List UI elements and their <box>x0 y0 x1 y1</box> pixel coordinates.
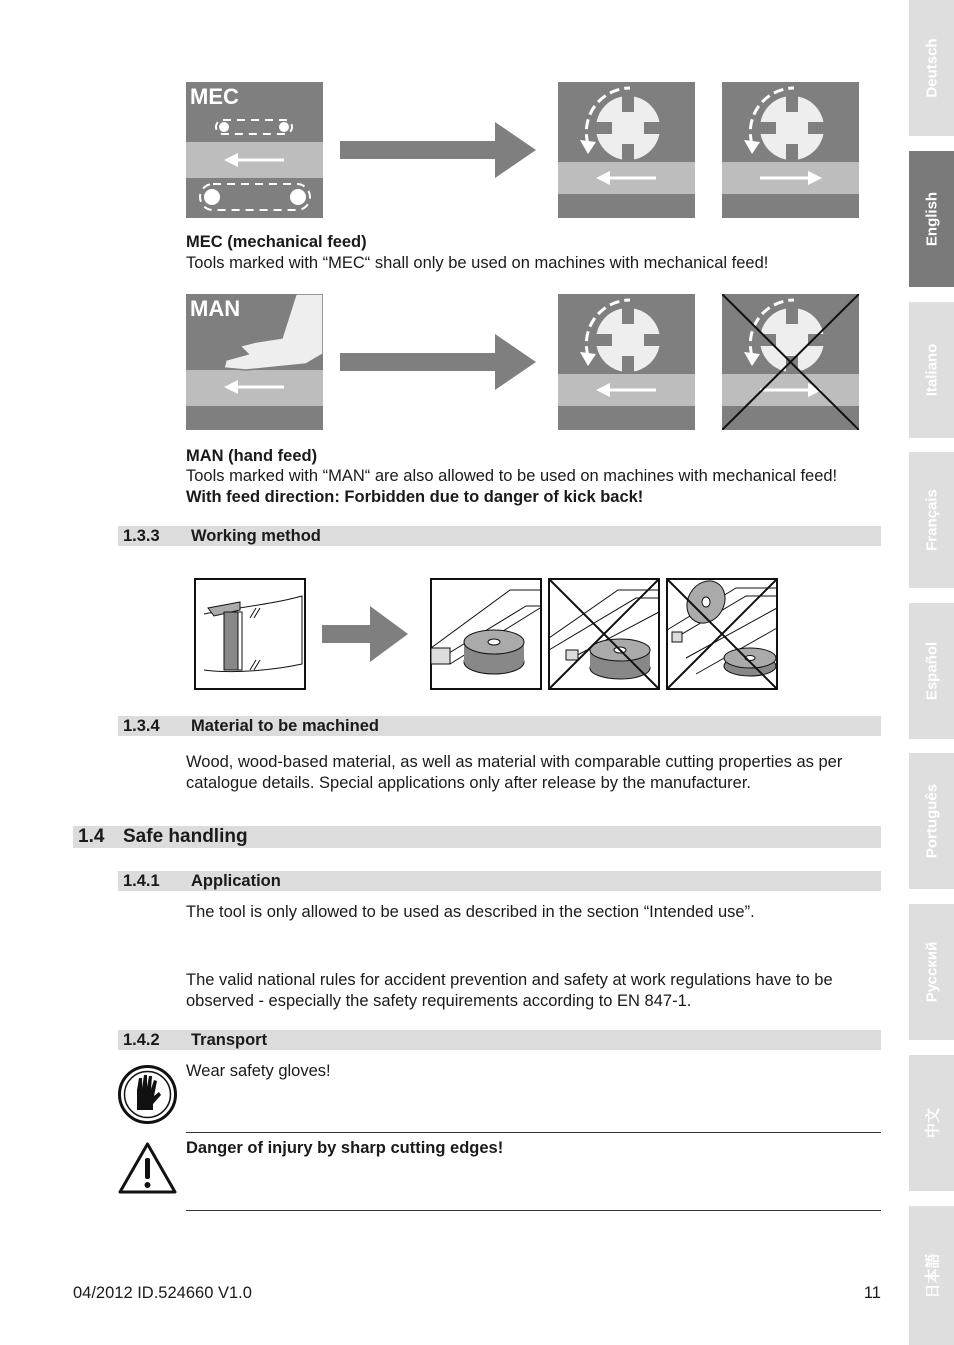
section-number: 1.4 <box>78 826 105 847</box>
lang-tab-japanese[interactable]: 日本語 <box>909 1206 954 1345</box>
working-method-allowed-figure <box>430 578 542 690</box>
lang-tab-deutsch[interactable]: Deutsch <box>909 0 954 136</box>
lang-tab-espanol[interactable]: Español <box>909 603 954 739</box>
man-symbol <box>186 294 323 430</box>
man-caption-warning: With feed direction: Forbidden due to danger of kick back! <box>186 488 644 506</box>
section-1-4-1-header <box>118 871 881 891</box>
lang-tab-chinese[interactable]: 中文 <box>909 1055 954 1191</box>
application-body-2: The valid national rules for accident prevention and safety at work regulations have to be observed - especially the safety requirements according to EN 847-1. <box>186 971 833 1010</box>
mec-caption-text: Tools marked with “MEC“ shall only be used on machines with mechanical feed! <box>186 254 769 272</box>
working-method-forbidden-figure-2 <box>666 578 778 690</box>
lang-tab-english[interactable]: English <box>909 151 954 287</box>
man-caption-title: MAN (hand feed) <box>186 447 318 465</box>
section-number: 1.3.4 <box>123 717 160 735</box>
man-label: MAN <box>190 296 241 321</box>
working-method-forbidden-figure-1 <box>548 578 660 690</box>
working-method-arrow-icon <box>322 606 408 662</box>
section-1-3-3-header <box>118 526 881 546</box>
section-number: 1.3.3 <box>123 527 160 545</box>
divider-top <box>186 1132 881 1133</box>
section-title: Transport <box>191 1031 268 1049</box>
mec-allowed-with-feed <box>722 82 859 218</box>
section-1-4-2-header <box>118 1030 881 1050</box>
lang-tab-italiano[interactable]: Italiano <box>909 302 954 438</box>
man-forbidden-with-feed <box>722 294 859 430</box>
mec-caption-title: MEC (mechanical feed) <box>186 233 367 251</box>
mec-arrow-icon <box>340 122 536 178</box>
man-arrow-icon <box>340 334 536 390</box>
mec-label: MEC <box>190 84 239 109</box>
man-caption-text: Tools marked with “MAN“ are also allowed to be used on machines with mechanical feed! <box>186 467 838 485</box>
section-title: Application <box>191 872 281 890</box>
section-number: 1.4.2 <box>123 1031 160 1049</box>
section-number: 1.4.1 <box>123 872 160 890</box>
man-allowed-counter-feed <box>558 294 695 430</box>
danger-text: Danger of injury by sharp cutting edges! <box>186 1139 504 1157</box>
warning-triangle-icon <box>117 1141 178 1195</box>
footer-doc-id: 04/2012 ID.524660 V1.0 <box>73 1284 252 1302</box>
section-1-4-header <box>73 826 881 848</box>
section-title: Material to be machined <box>191 717 379 735</box>
material-body: Wood, wood-based material, as well as material with comparable cutting properties as per catalogue details. Special applications only after release by the manufacturer. <box>186 753 843 792</box>
section-title: Working method <box>191 527 321 545</box>
safety-gloves-icon <box>117 1064 178 1125</box>
lang-tab-portugues[interactable]: Português <box>909 753 954 889</box>
section-1-3-4-header <box>118 716 881 736</box>
section-title: Safe handling <box>123 826 248 847</box>
application-body-1: The tool is only allowed to be used as described in the section “Intended use”. <box>186 903 755 921</box>
lang-tab-russian[interactable]: Русский <box>909 904 954 1040</box>
gloves-text: Wear safety gloves! <box>186 1062 331 1080</box>
page-number: 11 <box>863 1284 881 1302</box>
mec-allowed-counter-feed <box>558 82 695 218</box>
lang-tab-francais[interactable]: Français <box>909 452 954 588</box>
divider-bottom <box>186 1210 881 1211</box>
working-method-clamp-figure <box>194 578 306 690</box>
mec-symbol <box>186 82 323 218</box>
